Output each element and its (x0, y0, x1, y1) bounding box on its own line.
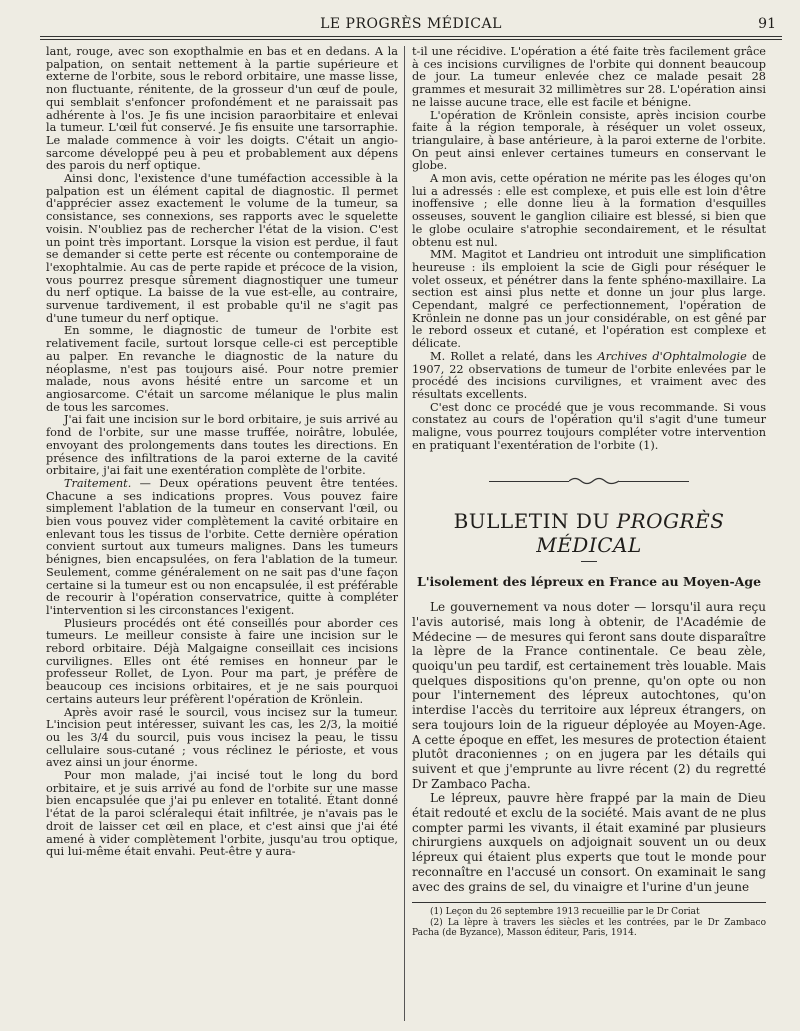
paragraph: MM. Magitot et Landrieu ont introduit une simplification heureuse : ils emploient la scie de Gigli pour réséquer le volet osseux, et pénétrer dans la fente sphéno-maxillaire. La section est ainsi plus nette et donne un jour plus large. Cependant, malgré ce perfectionnement, l'opération de Krönlein ne donne pas un jour considérable, on est gêné par le rebord osseux et cutané, et l'opération est complexe et délicate. (412, 248, 766, 351)
page-number: 91 (758, 16, 776, 32)
bulletin-heading-italic: PROGRÈS MÉDICAL (536, 508, 725, 557)
heading-dash (581, 561, 597, 562)
footnote: (1) Leçon du 26 septembre 1913 recueillie par le Dr Coriat (430, 907, 700, 918)
paragraph: Ainsi donc, l'existence d'une tuméfaction accessible à la palpation est un élément capital de diagnostic. Il permet d'apprécier assez exactement le volume de la tumeur, sa consistance, ses connexions, ses rapports avec le squelette voisin. N'oubliez pas de rechercher l'état de la vision. C'est un point très important. Lorsque la vision est perdue, il faut se demander si cette perte est récente ou contemporaine de l'exophtalmie. Au cas de perte rapide et précoce de la vision, vous pourrez presque sûrement diagnostiquer une tumeur du nerf optique. La baisse de la vue est-elle, au contraire, survenue tardivement, il est probable qu'il ne s'agit pas d'une tumeur du nerf optique. (46, 172, 398, 325)
paragraph: Pour mon malade, j'ai incisé tout le long du bord orbitaire, et je suis arrivé au fond de l'orbite sur une masse bien encapsulée que j'ai pu enlever en totalité. Étant donné l'état de la paroi scléralequi était infiltrée, je n'avais pas le droit de laisser cet œil en place, et c'est ainsi que j'ai été amené à vider complètement l'orbite, jusqu'au trou optique, qui lui-même était envahi. Peut-être y aura- (46, 769, 398, 859)
journal-name: Archives d'Ophtalmologie (597, 349, 747, 363)
paragraph: J'ai fait une incision sur le bord orbitaire, je suis arrivé au fond de l'orbite, sur une masse truffée, noirâtre, lobulée, envoyant des prolongements dans toutes les directions. En présence des infiltrations de la paroi externe de la cavité orbitaire, j'ai fait une exentération complète de l'orbite. (46, 413, 398, 478)
paragraph-traitement (46, 478, 398, 618)
section-label: Traitement. (64, 476, 132, 490)
paragraph: A mon avis, cette opération ne mérite pas les éloges qu'on lui a adressés : elle est complexe, et puis elle est loin d'être inoffensive ; elle donne lieu à la formation d'esquilles osseuses, souvent le ganglion ciliaire est blessé, si bien que le globe oculaire s'atrophie secondairement, et le résultat obtenu est nul. (412, 172, 766, 249)
header-rule (40, 36, 782, 40)
section-ornament (489, 475, 689, 487)
article-body (412, 600, 766, 894)
paragraph: Le gouvernement va nous doter — lorsqu'il aura reçu l'avis autorisé, mais long à obtenir, de l'Académie de Médecine — de mesures qui feront sans doute disparaître la lèpre de la France continentale. Ce beau zèle, quoiqu'un peu tardif, est certainement très louable. Mais quelques dispositions qu'on prenne, qu'on opte ou non pour l'internement des lépreux autochtones, qu'on interdise l'accès du territoire aux lépreux étrangers, on sera toujours loin de la rigueur déployée au Moyen-Age. A cette époque en effet, les mesures de protection étaient plutôt draconiennes ; on en jugera par les détails qui suivent et que j'emprunte au livre récent (2) du regretté Dr Zambaco Pacha. (412, 600, 766, 791)
paragraph-text: — Deux opérations peuvent être tentées. Chacune a ses indications propres. Vous pouvez faire simplement l'ablation de la tumeur en conservant l'œil, ou bien vous pouvez vider complètement la cavité orbitaire en enlevant tous les tissus de l'orbite. Cette dernière opération convient surtout aux tumeurs malignes. Dans les tumeurs bénignes, bien encapsulées, on fera l'ablation de la tumeur. Seulement, comme généralement on ne sait pas d'une façon certaine si la tumeur est ou non encapsulée, il est préférable de recourir à l'opération conservatrice, quitte à compléter l'intervention si les circonstances l'exigent. (46, 476, 398, 617)
paragraph: Le lépreux, pauvre hère frappé par la main de Dieu était redouté et exclu de la société. Mais avant de ne plus compter parmi les vivants, il était examiné par plusieurs chirurgiens auxquels on adjoignait souvent un ou deux lépreux qui étaient plus experts que tout le monde pour reconnaître en l'accusé un consort. On examinait le sang avec des grains de sel, du vinaigre et l'urine d'un jeune (412, 791, 766, 894)
paragraph: Plusieurs procédés ont été conseillés pour aborder ces tumeurs. Le meilleur consiste à faire une incision sur le rebord orbitaire. Déjà Malgaigne conseillait ces incisions curvilignes. Elles ont été remises en honneur par le professeur Rollet, de Lyon. Pour ma part, je préfère de beaucoup ces incisions orbitaires, et je ne sais pourquoi certains auteurs leur préfèrent l'opération de Krönlein. (46, 616, 398, 706)
paragraph: L'opération de Krönlein consiste, après incision courbe faite à la région temporale, à réséquer un volet osseux, triangulaire, à base antérieure, à la paroi externe de l'orbite. On peut ainsi enlever certaines tumeurs en conservant le globe. (412, 108, 766, 173)
paragraph-text: de 1907, 22 observations de tumeur de l'orbite enlevées par le procédé des incisions curvilignes, et vraiment avec des résultats excellents. (412, 349, 767, 401)
paragraph: En somme, le diagnostic de tumeur de l'orbite est relativement facile, surtout lorsque celle-ci est perceptible au palper. En revanche le diagnostic de la nature du néoplasme, n'est pas toujours aisé. Pour notre premier malade, nous avons hésité entre un sarcome et un angiosarcome. C'était un sarcome mélanique le plus malin de tous les sarcomes. (46, 324, 398, 414)
paragraph (412, 351, 766, 402)
column-divider (404, 46, 405, 1021)
footnote-rule (412, 902, 766, 903)
paragraph: lant, rouge, avec son exopthalmie en bas et en dedans. A la palpation, on sentait nettement à la partie supérieure et externe de l'orbite, sous le rebord orbitaire, une masse lisse, non fluctuante, rénitente, de la grosseur d'un œuf de poule, qui semblait s'enfoncer profondément et ne paraissait pas adhérente à l'os. Je fis une incision paraorbitaire et enlevai la tumeur. L'œil fut conservé. Je fis ensuite une tarsorraphie. Le malade commence à voir les doigts. C'était un angio-sarcome développé peu à peu et probablement aux dépens des parois du nerf optique. (46, 45, 398, 173)
paragraph-text: M. Rollet a relaté, dans les (430, 349, 598, 363)
left-column (46, 46, 398, 859)
bulletin-heading-text: BULLETIN DU (453, 508, 617, 533)
right-column (412, 46, 766, 939)
article-title: L'isolement des lépreux en France au Moyen-Age (416, 573, 762, 589)
bulletin-heading (412, 509, 766, 557)
footnote: (2) La lèpre à travers les siècles et les contrées, par le Dr Zambaco Pacha (de Byzance), Masson éditeur, Paris, 1914. (412, 917, 766, 939)
running-header (40, 14, 782, 36)
journal-title: LE PROGRÈS MÉDICAL (320, 16, 502, 32)
paragraph: C'est donc ce procédé que je vous recommande. Si vous constatez au cours de l'opération qu'il s'agit d'une tumeur maligne, vous pourrez toujours compléter votre intervention en pratiquant l'exentération de l'orbite (1). (412, 400, 766, 452)
paragraph: t-il une récidive. L'opération a été faite très facilement grâce à ces incisions curvilignes de l'orbite qui donnent beaucoup de jour. La tumeur enlevée chez ce malade pesait 28 grammes et mesurait 32 millimètres sur 28. L'opération ainsi ne laisse aucune trace, elle est facile et bénigne. (412, 45, 766, 109)
paragraph: Après avoir rasé le sourcil, vous incisez sur la tumeur. L'incision peut intéresser, suivant les cas, les 2/3, la moitié ou les 3/4 du sourcil, puis vous incisez la peau, le tissu cellulaire sous-cutané ; vous réclinez le périoste, et vous avez ainsi un jour énorme. (46, 705, 398, 770)
wave-ornament-icon (569, 475, 619, 487)
